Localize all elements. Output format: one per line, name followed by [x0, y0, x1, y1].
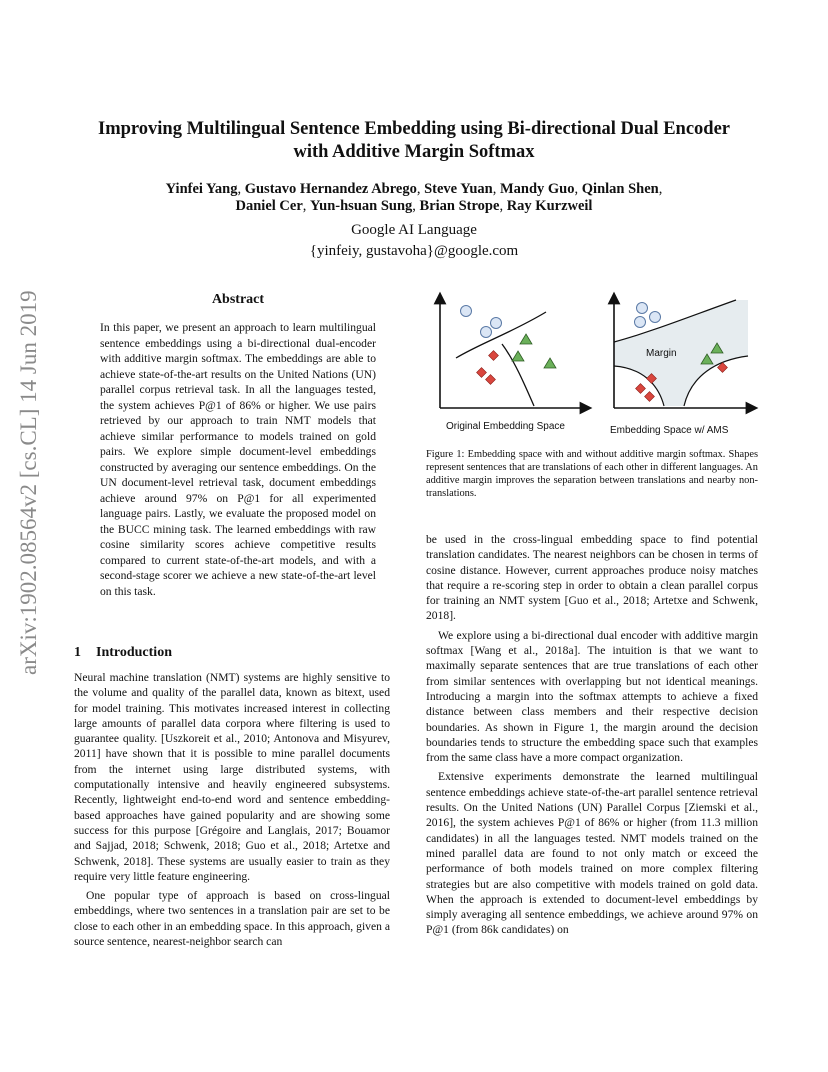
left-panel-label: Original Embedding Space — [446, 421, 565, 432]
circle-marker — [650, 312, 661, 323]
introduction-right-column — [426, 532, 758, 938]
author-name: Steve Yuan — [424, 181, 493, 197]
section-number: 1 — [74, 645, 81, 660]
diamond-marker — [477, 368, 487, 378]
author-name: Daniel Cer — [235, 198, 303, 214]
arxiv-id: arXiv:1902.08564v2 [cs.CL] 14 Jun 2019 — [16, 290, 41, 675]
arxiv-stamp — [6, 290, 46, 680]
introduction-left-column — [74, 670, 390, 949]
title-line-1: Improving Multilingual Sentence Embedding using Bi-directional Dual Encoder — [98, 119, 730, 139]
diamond-marker — [486, 375, 496, 385]
section-heading-introduction — [74, 645, 394, 661]
abstract-heading: Abstract — [211, 292, 265, 307]
triangle-marker — [544, 358, 556, 368]
paragraph: Extensive experiments demonstrate the learned multilingual sentence embeddings achieve state-of-the-art parallel sentence retrieval results. On the United Nations (UN) Parallel Corpus [Ziemski et al., 2016], the system achieves P@1 of 86% or higher (from 11.3 million candidates) in all the languages tested. NMT models trained on the mined parallel data are found to not only match or exceed the performance of both models trained on more complex filtering strategies but are also competitive with models trained on gold data. When the approach is extended to document-level embeddings by simply averaging all sentence embeddings, we achieve around 97% on P@1 (from 86k candidates) on — [426, 770, 758, 937]
circle-marker — [491, 318, 502, 329]
ams-space-panel — [610, 298, 752, 436]
author-name: Yun-hsuan Sung — [310, 198, 413, 214]
margin-band — [614, 300, 748, 406]
circle-marker — [481, 327, 492, 338]
section-title: Introduction — [96, 645, 172, 660]
author-name: Qinlan Shen — [581, 181, 659, 197]
paragraph: be used in the cross-lingual embedding space to find potential translation candidates. The nearest neighbors can be chosen in terms of cosine distance. However, current approaches produce noisy matches that require a re-scoring step in order to obtain a clean parallel corpus for training an NMT system [Guo et al., 2018; Artetxe and Schwenk, 2018]. — [426, 533, 758, 623]
authors-line-1: Yinfei Yang, Gustavo Hernandez Abrego, Steve Yuan, Mandy Guo, Qinlan Shen, — [165, 181, 663, 197]
triangle-marker — [512, 351, 524, 361]
author-list — [80, 181, 748, 215]
author-email: {yinfeiy, gustavoha}@google.com — [309, 243, 519, 259]
paragraph: One popular type of approach is based on cross-lingual embeddings, where two sentences in a translation pair are set to be close to each other in an embedding space. In this approach, given a source sentence, nearest-neighbor search can — [74, 889, 390, 949]
right-panel-label: Embedding Space w/ AMS — [610, 425, 729, 436]
diamond-marker — [489, 351, 499, 361]
paragraph: We explore using a bi-directional dual encoder with additive margin softmax [Wang et al., 2018a]. The intuition is that we want to maximally separate sentences that are true translations of each other from similar sentences with overlapping but not identical meanings. Introducing a margin into the softmax attempts to achieve a fixed distance between class members and their respective decision boundaries. As shown in Figure 1, the margin around the decision boundaries tends to structure the embedding space such that examples from the same class have a more compact organization. — [426, 628, 758, 765]
figure-caption: Figure 1: Embedding space with and without additive margin softmax. Shapes represent sentences that are translations of each other in different languages. An additive margin improves the separation between translations and nearby non-translations. — [426, 449, 758, 499]
author-name: Yinfei Yang — [165, 181, 238, 197]
circle-marker — [461, 306, 472, 317]
author-name: Ray Kurzweil — [506, 198, 593, 214]
author-name: Gustavo Hernandez Abrego — [244, 181, 417, 197]
diamond-marker — [645, 392, 655, 402]
author-name: Mandy Guo — [499, 181, 575, 197]
circle-marker — [635, 317, 646, 328]
abstract-text: In this paper, we present an approach to learn multilingual sentence embeddings using a bi-directional dual-encoder with additive margin softmax. The embeddings are able to achieve state-of-the-art results on the United Nations (UN) parallel corpus retrieval task. In all the languages tested, the system achieves P@1 of 86% or higher. We use pairs retrieved by our approach to train NMT models that achieve similar performance to models trained on gold pairs. We explore simple document-level embeddings constructed by averaging our sentence embeddings. On the UN document-level retrieval task, document embeddings achieve around 97% on P@1 for all experimented language pairs. Lastly, we evaluate the proposed model on the BUCC mining task. The learned embeddings with raw cosine similarity scores achieve competitive results compared to current state-of-the-art models, and with a second-stage scorer we achieve a new state-of-the-art level on this task. — [100, 321, 376, 598]
affiliation: Google AI Language — [351, 222, 477, 238]
paper-title — [70, 118, 758, 164]
paragraph: Neural machine translation (NMT) systems are highly sensitive to the volume and quality of the parallel data, known as bitext, used for model training. This motivates increased interest in collecting large amounts of parallel data corpora where filtering is used to guarantee quality. [Uszkoreit et al., 2010; Antonova and Misyurev, 2011] have shown that it is possible to mine parallel documents from the internet using large distributed systems, with computationally intensive and heavily engineered subsystems. Recently, lightweight end-to-end word and sentence embedding-based approaches have gained popularity and are showing some success for this purpose [Grégoire and Langlais, 2017; Bouamor and Sajjad, 2018; Schwenk, 2018; Guo et al., 2018; Artetxe and Schwenk, 2018]. These systems are usually easier to train as they require very little feature engineering. — [74, 671, 390, 883]
affiliation-block — [80, 220, 748, 262]
triangle-marker — [520, 334, 532, 344]
title-line-2: with Additive Margin Softmax — [293, 142, 535, 162]
decision-boundary — [456, 312, 546, 358]
figure-1 — [426, 288, 760, 440]
original-space-panel — [440, 298, 586, 432]
diamond-marker — [636, 384, 646, 394]
author-name: Brian Strope — [419, 198, 500, 214]
circle-marker — [637, 303, 648, 314]
authors-line-2: Daniel Cer, Yun-hsuan Sung, Brian Strope, Ray Kurzweil — [235, 198, 593, 214]
margin-label: Margin — [646, 348, 677, 359]
